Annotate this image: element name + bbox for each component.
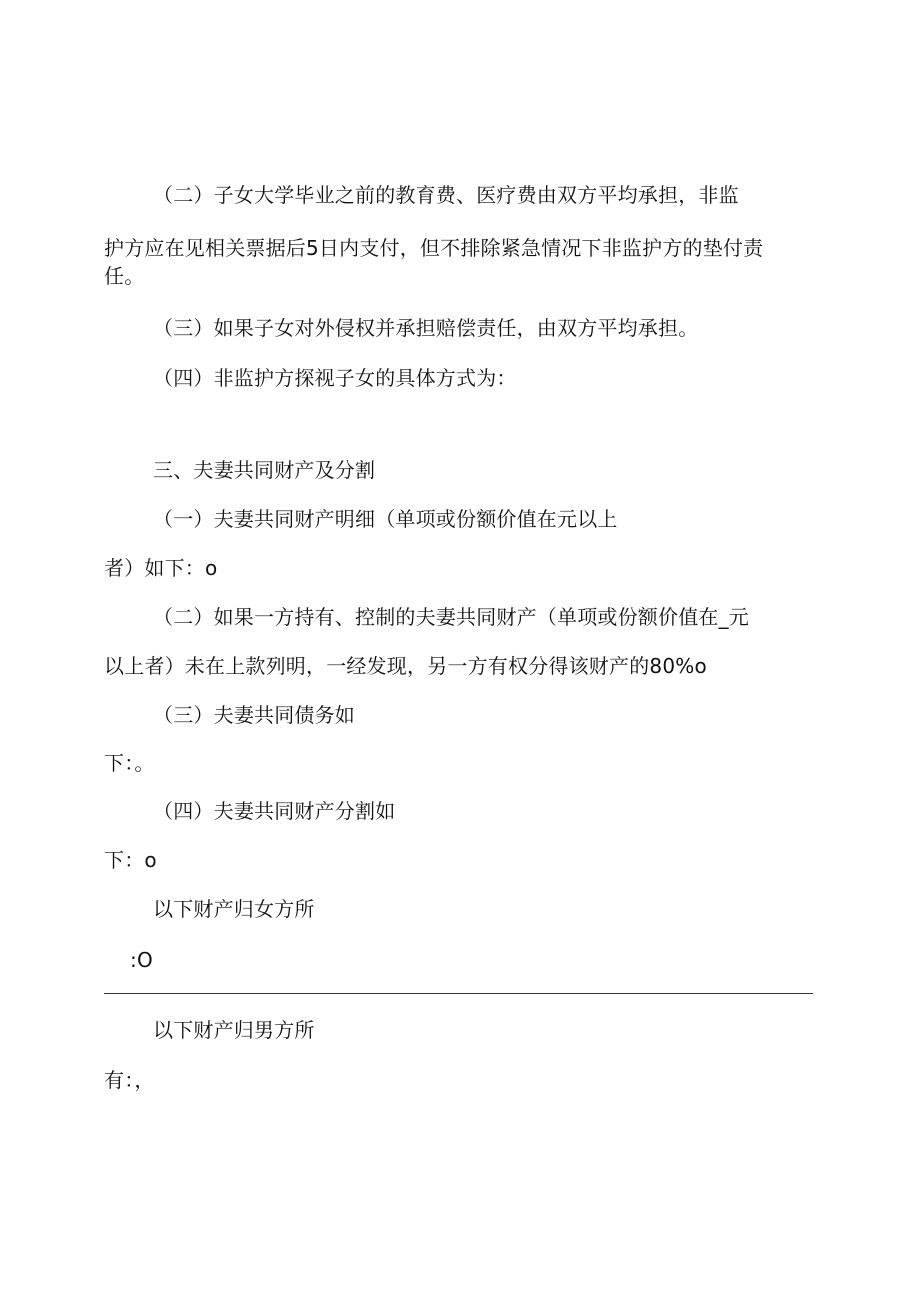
section-heading-property: 三、夫妻共同财产及分割 <box>153 458 376 482</box>
para-tort-liability: （三）如果子女对外侵权并承担赔偿责任，由双方平均承担。 <box>153 316 699 340</box>
blank-fill-line <box>104 993 813 994</box>
para-property-list-line-2: 者）如下：o <box>104 556 218 580</box>
para-husband-property-line-2: 有：， <box>104 1068 155 1092</box>
para-division-line-1: （四）夫妻共同财产分割如 <box>153 799 396 823</box>
para-husband-property-line-1: 以下财产归男方所 <box>153 1018 315 1042</box>
para-undisclosed-property-line-1: （二）如果一方持有、控制的夫妻共同财产（单项或份额价值在_元 <box>153 605 749 629</box>
para-visitation: （四）非监护方探视子女的具体方式为： <box>153 366 517 390</box>
para-joint-debt-line-1: （三）夫妻共同债务如 <box>153 703 355 727</box>
para-children-education-line-3: 任。 <box>104 264 145 288</box>
para-children-education-line-2: 护方应在见相关票据后5日内支付，但不排除紧急情况下非监护方的垫付责 <box>104 236 764 260</box>
para-joint-debt-line-2: 下：。 <box>104 751 155 775</box>
para-division-line-2: 下：o <box>104 848 157 872</box>
para-undisclosed-property-line-2: 以上者）未在上款列明，一经发现，另一方有权分得该财产的80%o <box>104 654 707 678</box>
para-wife-property-line-1: 以下财产归女方所 <box>153 897 315 921</box>
para-property-list-line-1: （一）夫妻共同财产明细（单项或份额价值在元以上 <box>153 507 618 531</box>
para-wife-property-line-2: :O <box>130 948 153 972</box>
para-children-education-line-1: （二）子女大学毕业之前的教育费、医疗费由双方平均承担，非监 <box>153 183 739 207</box>
